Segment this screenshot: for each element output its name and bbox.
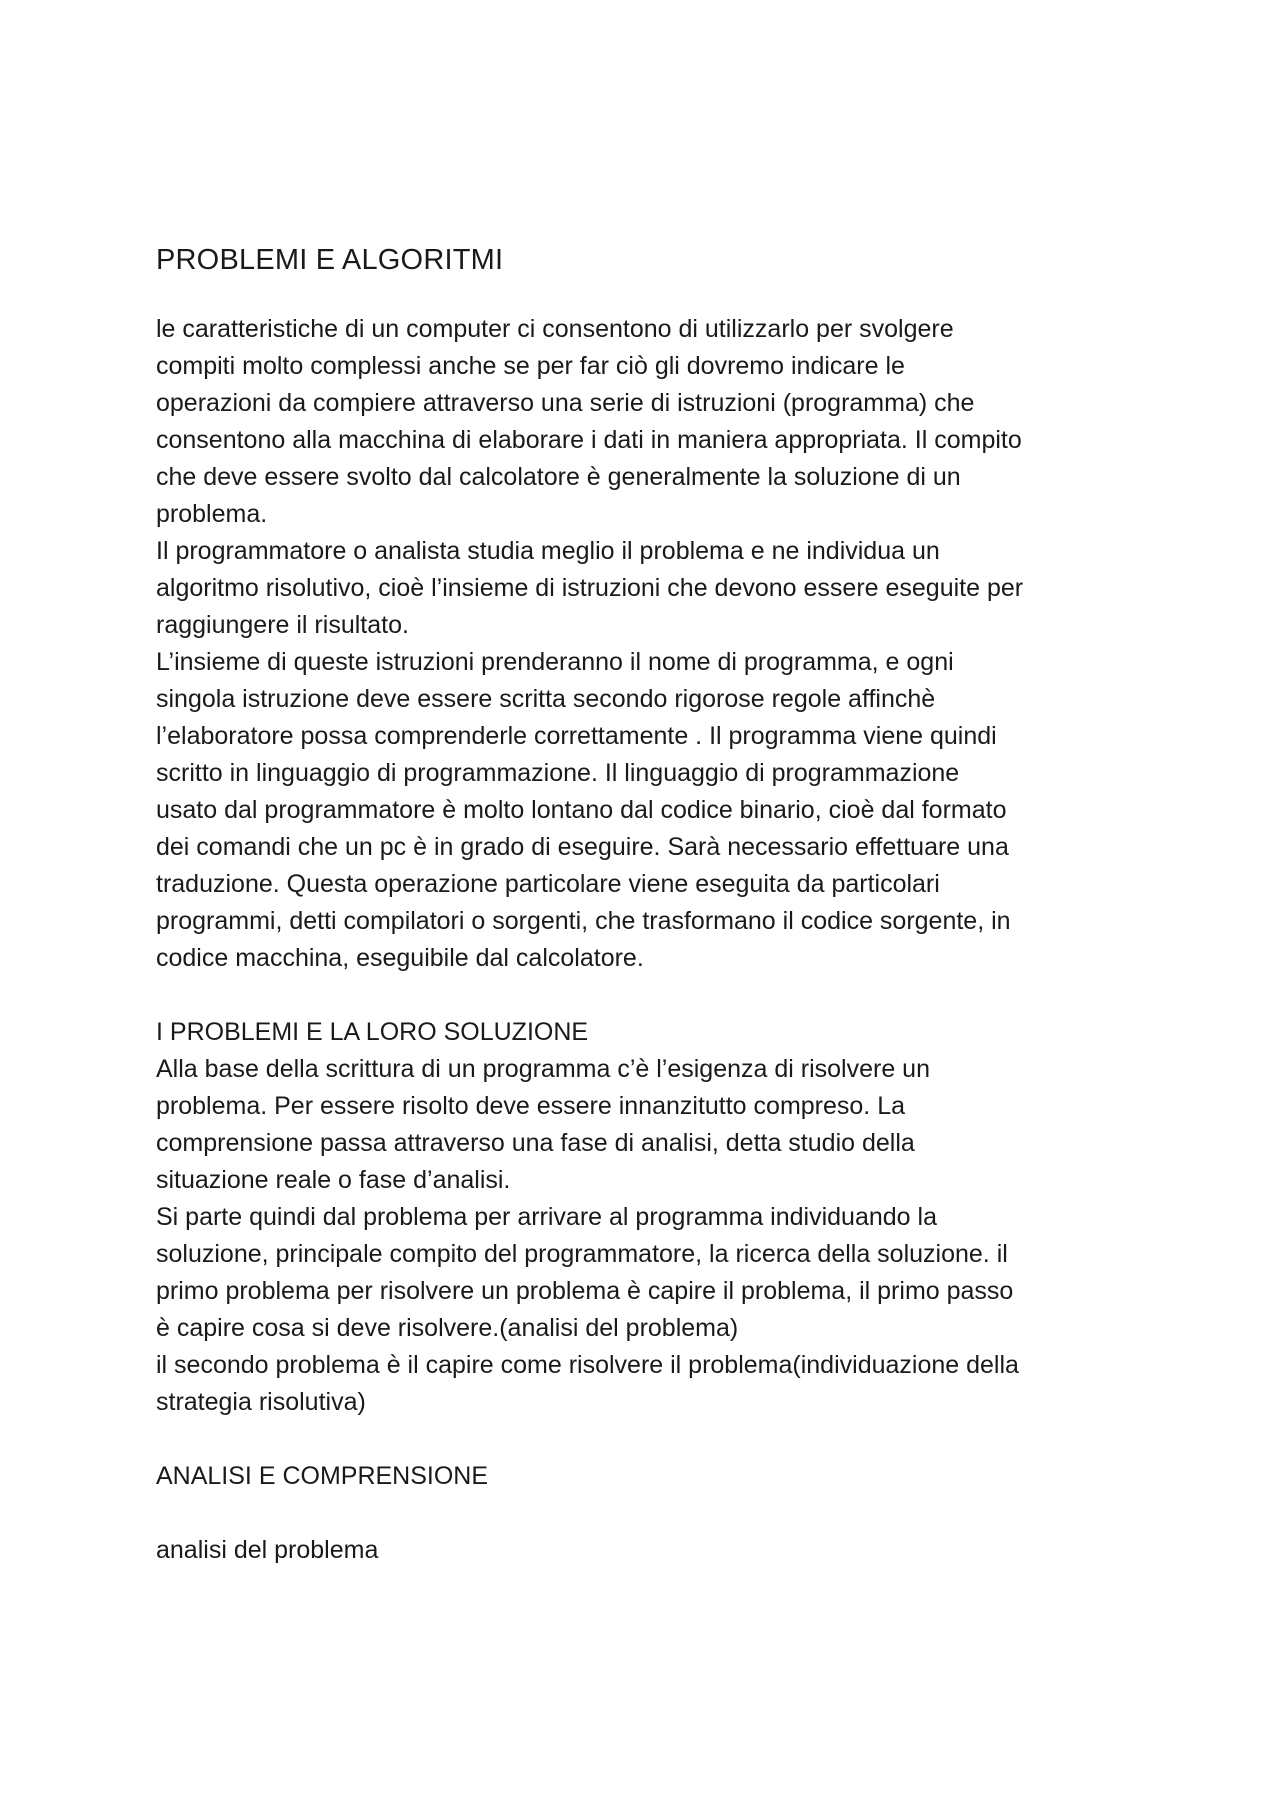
text-line: l’elaboratore possa comprenderle correttamente . Il programma viene quindi	[156, 722, 997, 750]
text-line: situazione reale o fase d’analisi.	[156, 1166, 511, 1194]
text-line: dei comandi che un pc è in grado di eseguire. Sarà necessario effettuare una	[156, 833, 1009, 861]
text-line: raggiungere il risultato.	[156, 611, 409, 639]
text-line: problema.	[156, 500, 268, 528]
text-line: problema. Per essere risolto deve essere innanzitutto compreso. La	[156, 1092, 905, 1120]
text-line: Il programmatore o analista studia meglio il problema e ne individua un	[156, 537, 940, 565]
text-line: che deve essere svolto dal calcolatore è generalmente la soluzione di un	[156, 463, 961, 491]
text-line: comprensione passa attraverso una fase di analisi, detta studio della	[156, 1129, 915, 1157]
text-line: scritto in linguaggio di programmazione. Il linguaggio di programmazione	[156, 759, 960, 787]
text-line: strategia risolutiva)	[156, 1388, 366, 1416]
intro-paragraph	[156, 311, 1156, 977]
text-line: primo problema per risolvere un problema è capire il problema, il primo passo	[156, 1277, 1014, 1305]
text-line: usato dal programmatore è molto lontano dal codice binario, cioè dal formato	[156, 796, 1007, 824]
text-line: algoritmo risolutivo, cioè l’insieme di istruzioni che devono essere eseguite per	[156, 574, 1024, 602]
text-line: è capire cosa si deve risolvere.(analisi del problema)	[156, 1314, 739, 1342]
text-line: Alla base della scrittura di un programma c’è l’esigenza di risolvere un	[156, 1055, 930, 1083]
section-paragraph-problems	[156, 1051, 1156, 1421]
text-line: soluzione, principale compito del programmatore, la ricerca della soluzione. il	[156, 1240, 1008, 1268]
text-line: consentono alla macchina di elaborare i dati in maniera appropriata. Il compito	[156, 426, 1022, 454]
text-line: analisi del problema	[156, 1536, 379, 1564]
page-title: PROBLEMI E ALGORITMI	[156, 244, 504, 276]
text-line: programmi, detti compilatori o sorgenti, che trasformano il codice sorgente, in	[156, 907, 1011, 935]
spacer	[156, 977, 1156, 1014]
text-line: L’insieme di queste istruzioni prenderanno il nome di programma, e ogni	[156, 648, 954, 676]
text-line: le caratteristiche di un computer ci consentono di utilizzarlo per svolgere	[156, 315, 954, 343]
text-line: traduzione. Questa operazione particolare viene eseguita da particolari	[156, 870, 940, 898]
section-heading-analysis: ANALISI E COMPRENSIONE	[156, 1462, 489, 1490]
text-line: Si parte quindi dal problema per arrivare al programma individuando la	[156, 1203, 937, 1231]
document-content	[156, 240, 1156, 1569]
text-line: operazioni da compiere attraverso una serie di istruzioni (programma) che	[156, 389, 975, 417]
section-heading-problems: I PROBLEMI E LA LORO SOLUZIONE	[156, 1018, 589, 1046]
text-line: il secondo problema è il capire come risolvere il problema(individuazione della	[156, 1351, 1019, 1379]
text-line: codice macchina, eseguibile dal calcolatore.	[156, 944, 644, 972]
section-paragraph-analysis	[156, 1532, 1156, 1569]
spacer	[156, 1421, 1156, 1458]
text-line: singola istruzione deve essere scritta secondo rigorose regole affinchè	[156, 685, 936, 713]
text-line: compiti molto complessi anche se per far ciò gli dovremo indicare le	[156, 352, 905, 380]
spacer	[156, 1495, 1156, 1532]
